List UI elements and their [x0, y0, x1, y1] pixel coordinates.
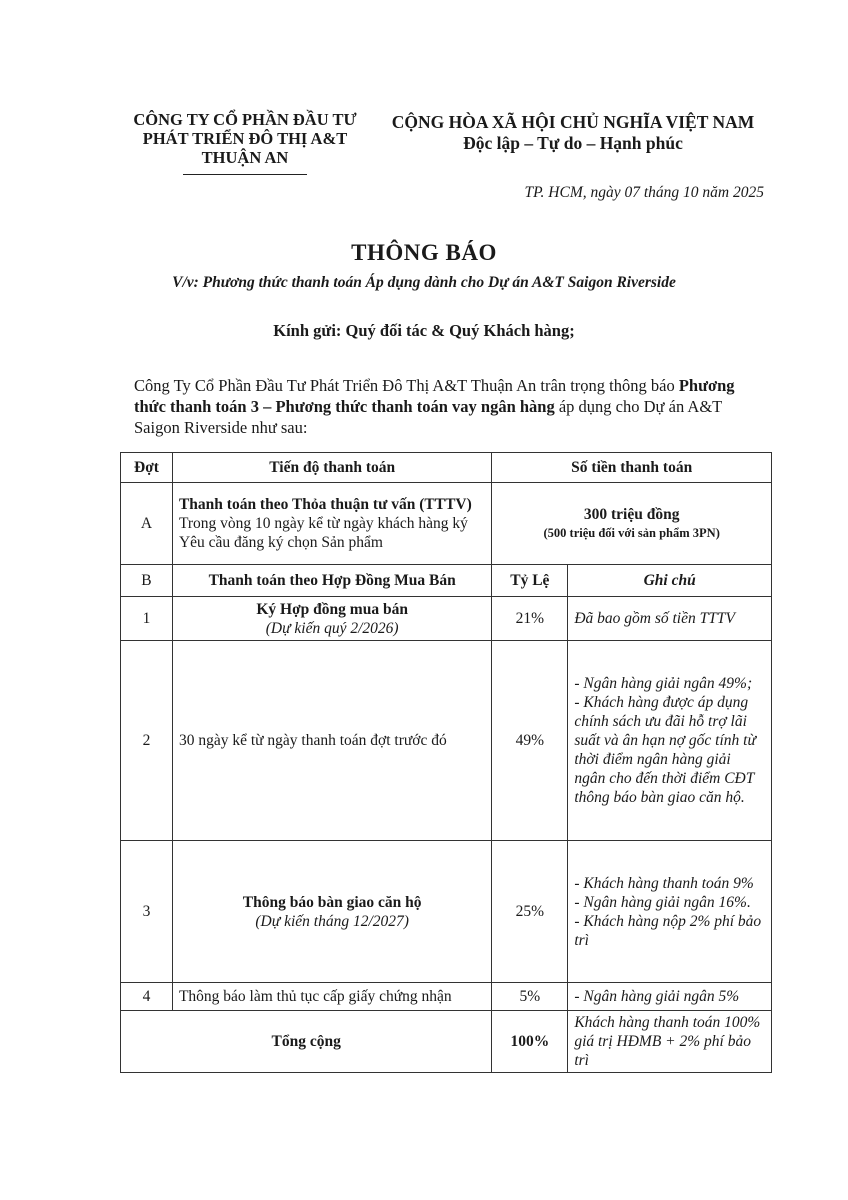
row-1-sub: (Dự kiến quý 2/2026): [265, 619, 399, 637]
table-total-row: [121, 1011, 772, 1073]
header-progress: Tiến độ thanh toán: [172, 453, 491, 483]
table-row: [121, 983, 772, 1011]
row-1-note-line: Đã bao gồm số tiền TTTV: [574, 610, 735, 627]
company-header: [110, 110, 380, 175]
document-subtitle: V/v: Phương thức thanh toán Áp dụng dành cho Dự án A&T Saigon Riverside: [172, 274, 676, 291]
row-1-note: [568, 597, 772, 641]
row-b-note: Ghi chú: [568, 565, 772, 597]
document-title: THÔNG BÁO: [351, 240, 497, 265]
intro-bold: Phương thức thanh toán 3 – Phương thức thanh toán vay ngân hàng: [134, 376, 735, 416]
row-4-dot: 4: [121, 983, 173, 1011]
greeting: Kính gửi: Quý đối tác & Quý Khách hàng;: [273, 321, 575, 340]
row-4-note: [568, 983, 772, 1011]
row-4-progress: Thông báo làm thủ tục cấp giấy chứng nhận: [172, 983, 491, 1011]
row-2-rate: 49%: [492, 641, 568, 841]
row-2-note-line: - Khách hàng được áp dụng chính sách ưu đãi hỗ trợ lãi suất và ân hạn nợ gốc tính từ thời điểm ngân hàng giải ngân cho đến thời điểm CĐT thông báo bàn giao căn hộ.: [574, 694, 756, 806]
intro-paragraph: [134, 375, 770, 438]
table-row: [121, 641, 772, 841]
document-date: TP. HCM, ngày 07 tháng 10 năm 2025: [524, 184, 764, 201]
company-name-line2: PHÁT TRIỂN ĐÔ THỊ A&T: [142, 129, 348, 148]
nation-header: [388, 112, 758, 154]
table-row: [121, 597, 772, 641]
intro-part2: áp dụng cho Dự án A&T Saigon Riverside như sau:: [134, 397, 722, 437]
row-b-rate: Tỷ Lệ: [492, 565, 568, 597]
row-3-note: [568, 841, 772, 983]
row-b-dot: B: [121, 565, 173, 597]
nation-motto: Độc lập – Tự do – Hạnh phúc: [463, 133, 683, 153]
table-row-b-header: [121, 565, 772, 597]
row-a-title: Thanh toán theo Thỏa thuận tư vấn (TTTV): [178, 496, 472, 513]
row-2-progress: 30 ngày kể từ ngày thanh toán đợt trước đó: [172, 641, 491, 841]
company-name-line1: CÔNG TY CỔ PHẦN ĐẦU TƯ: [133, 110, 357, 129]
payment-table: [120, 452, 772, 1073]
row-3-title: Thông báo bàn giao căn hộ: [242, 893, 422, 911]
total-note: Khách hàng thanh toán 100% giá trị HĐMB + 2% phí bảo trì: [568, 1011, 772, 1073]
intro-part1: Công Ty Cổ Phần Đầu Tư Phát Triển Đô Thị A&T Thuận An trân trọng thông báo: [134, 376, 679, 395]
row-a-amount: 300 triệu đồng: [583, 505, 680, 523]
total-rate: 100%: [492, 1011, 568, 1073]
nation-name: CỘNG HÒA XÃ HỘI CHỦ NGHĨA VIỆT NAM: [391, 112, 755, 132]
company-name-line3: THUẬN AN: [201, 148, 289, 167]
table-row: [121, 841, 772, 983]
row-2-note: [568, 641, 772, 841]
row-1-title: Ký Hợp đồng mua bán: [256, 600, 408, 618]
row-2-note-line: - Ngân hàng giải ngân 49%;: [574, 675, 753, 692]
row-4-rate: 5%: [492, 983, 568, 1011]
header-amount: Số tiền thanh toán: [492, 453, 772, 483]
total-label: Tổng cộng: [121, 1011, 492, 1073]
table-row-a: [121, 483, 772, 565]
row-2-dot: 2: [121, 641, 173, 841]
table-header-row: [121, 453, 772, 483]
row-a-amount-cell: [492, 483, 772, 565]
header-dot: Đợt: [121, 453, 173, 483]
row-3-note-line: - Khách hàng nộp 2% phí bảo trì: [574, 912, 762, 949]
row-1-dot: 1: [121, 597, 173, 641]
row-3-dot: 3: [121, 841, 173, 983]
row-a-progress: [172, 483, 491, 565]
row-a-amount-note: (500 triệu đối với sản phẩm 3PN): [543, 525, 720, 540]
row-3-rate: 25%: [492, 841, 568, 983]
row-3-sub: (Dự kiến tháng 12/2027): [255, 912, 409, 930]
row-3-progress: [172, 841, 491, 983]
row-1-progress: [172, 597, 491, 641]
company-underline: [183, 174, 307, 175]
row-a-desc: Trong vòng 10 ngày kể từ ngày khách hàng ký Yêu cầu đăng ký chọn Sản phẩm: [178, 515, 468, 551]
row-b-title: Thanh toán theo Hợp Đồng Mua Bán: [172, 565, 491, 597]
row-3-note-line: - Khách hàng thanh toán 9%: [574, 874, 754, 892]
row-a-dot: A: [121, 483, 173, 565]
row-1-rate: 21%: [492, 597, 568, 641]
row-4-note-line: - Ngân hàng giải ngân 5%: [574, 988, 740, 1005]
row-3-note-line: - Ngân hàng giải ngân 16%.: [574, 893, 751, 911]
